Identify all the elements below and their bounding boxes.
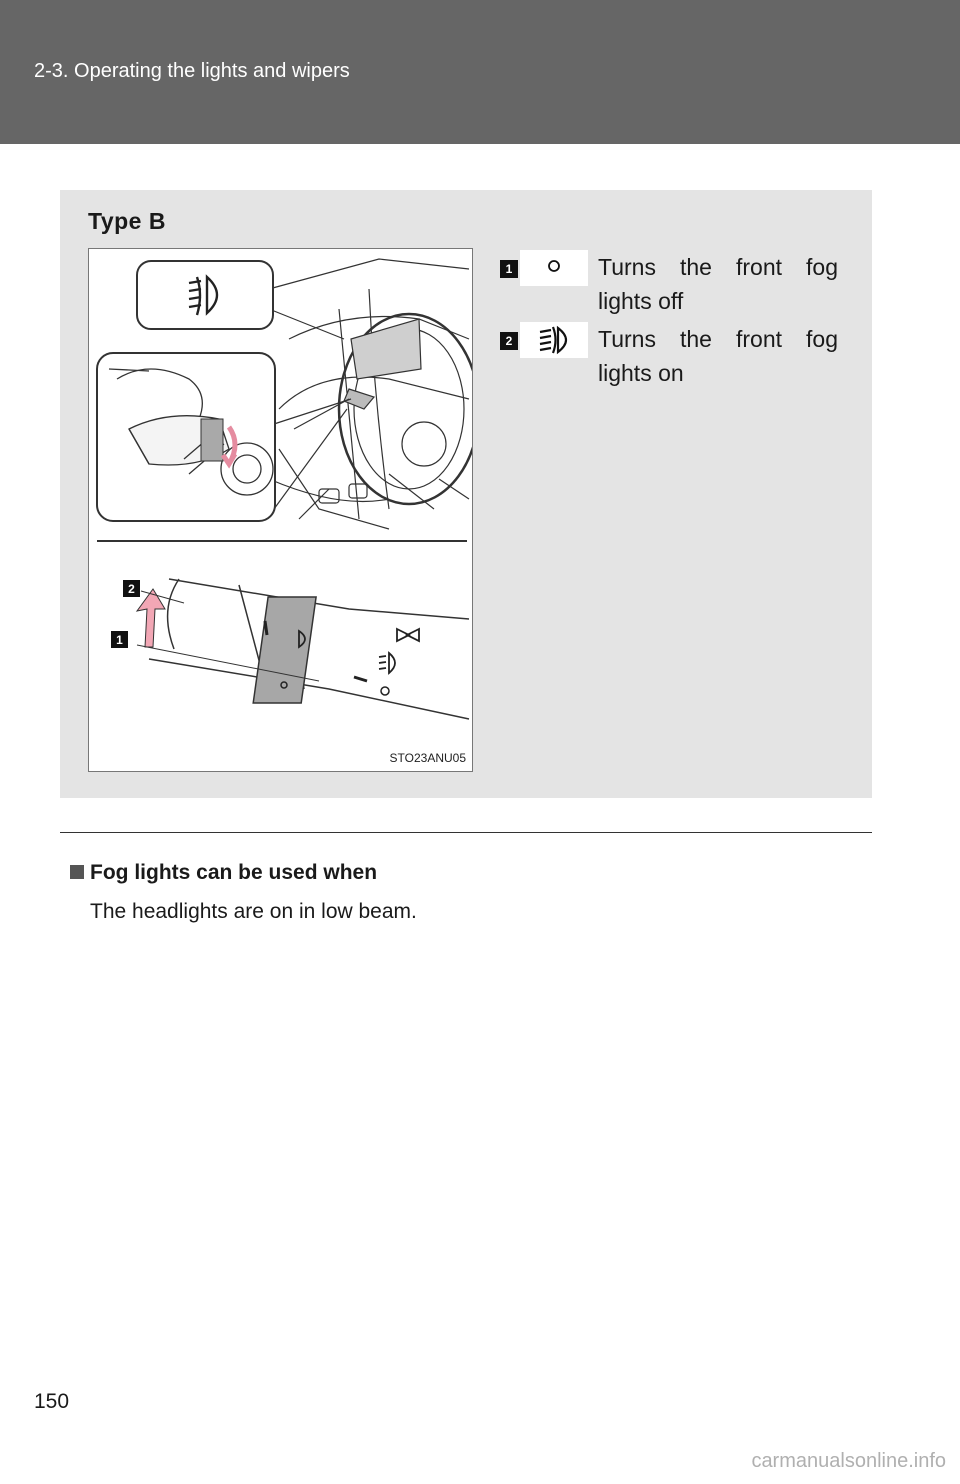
callout-1-label: 1: [116, 633, 123, 647]
illustration-drawing: [89, 249, 473, 772]
note-heading-text: Fog lights can be used when: [90, 861, 378, 884]
legend-text-fog-on: Turns the front fog lights on: [598, 326, 838, 386]
fog-off-circle-icon: [549, 261, 559, 271]
fog-light-switch-illustration: [88, 248, 473, 772]
figure-code: STO23ANU05: [389, 751, 466, 765]
section-divider: [60, 832, 872, 833]
panel-heading: Type B: [88, 208, 166, 234]
fog-on-symbol-box: [520, 322, 588, 358]
legend-text-fog-off: Turns the front fog lights off: [598, 254, 838, 314]
section-title: 2-3. Operating the lights and wipers: [34, 60, 350, 82]
page-header: [0, 0, 960, 144]
note-heading: [70, 861, 377, 885]
type-b-panel: [60, 190, 872, 798]
front-fog-light-icon: [520, 322, 588, 358]
watermark: carmanualsonline.info: [751, 1450, 946, 1472]
fog-off-symbol-box: [520, 250, 588, 286]
note-body: The headlights are on in low beam.: [90, 900, 417, 923]
square-bullet-icon: [70, 865, 84, 879]
page-number: 150: [34, 1390, 70, 1413]
callout-2-label: 2: [128, 582, 135, 596]
item-number-badge: 1: [500, 260, 518, 278]
item-number-badge: 2: [500, 332, 518, 350]
